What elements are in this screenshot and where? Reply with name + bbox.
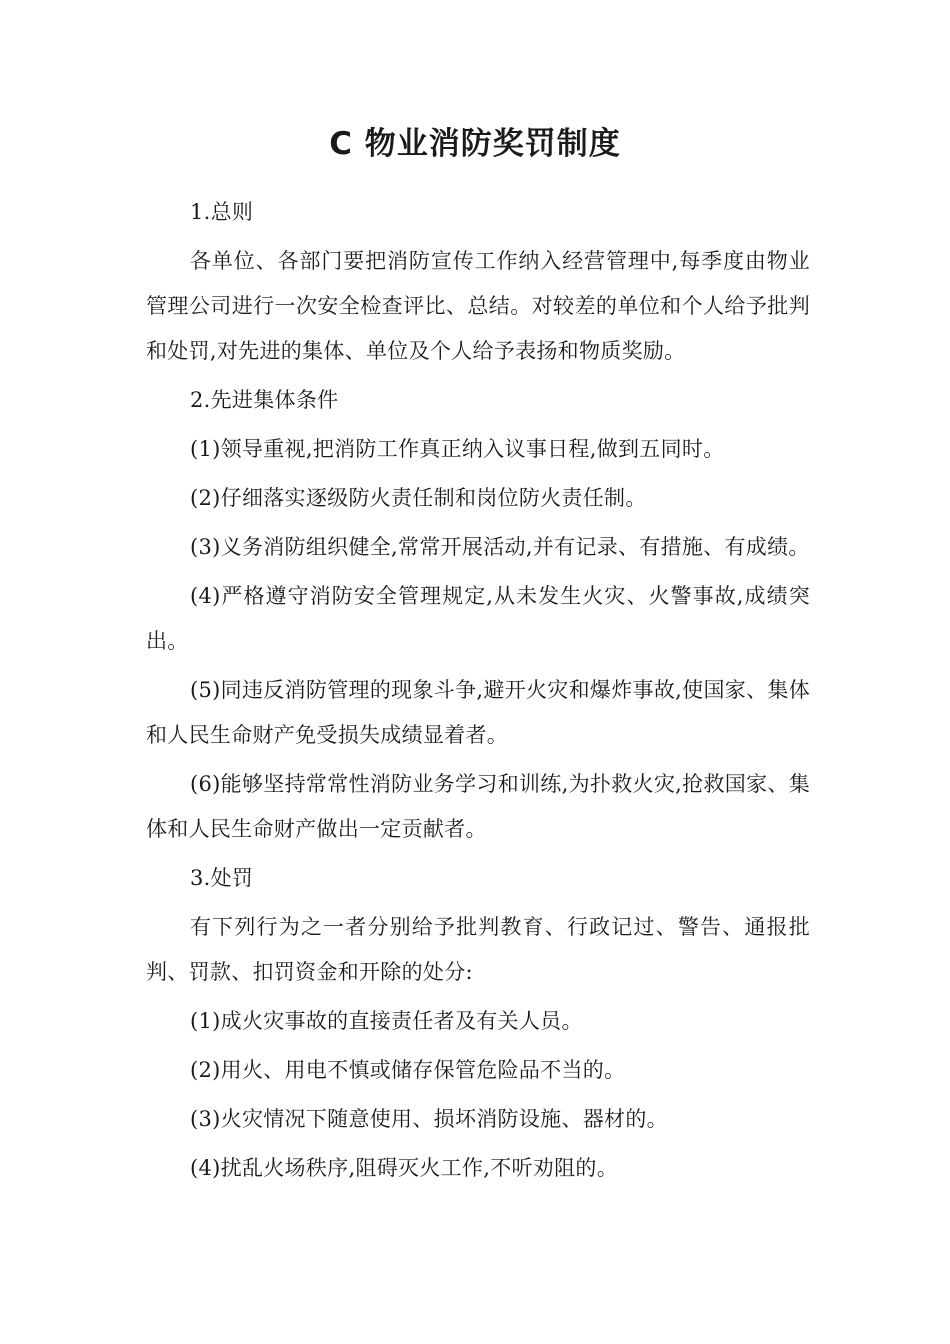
list-item: (4)扰乱火场秩序,阻碍灭火工作,不听劝阻的。 xyxy=(190,1156,618,1180)
paragraph-penalties: 有下列行为之一者分别给予批判教育、行政记过、警告、通报批判、罚款、扣罚资金和开除的处分: xyxy=(146,915,810,984)
section-heading-penalties: 3.处罚 xyxy=(190,866,254,890)
list-item: (5)同违反消防管理的现象斗争,避开火灾和爆炸事故,使国家、集体和人民生命财产免受损失成绩显着者。 xyxy=(146,678,810,747)
list-item: (3)火灾情况下随意使用、损坏消防设施、器材的。 xyxy=(190,1107,668,1131)
list-item: (4)严格遵守消防安全管理规定,从未发生火灾、火警事故,成绩突出。 xyxy=(146,584,810,653)
section-heading-general: 1.总则 xyxy=(190,200,254,224)
list-item: (2)仔细落实逐级防火责任制和岗位防火责任制。 xyxy=(190,486,647,510)
paragraph-general: 各单位、各部门要把消防宣传工作纳入经营管理中,每季度由物业管理公司进行一次安全检查评比、总结。对较差的单位和个人给予批判和处罚,对先进的集体、单位及个人给予表扬和物质奖励。 xyxy=(146,249,810,363)
section-heading-advanced-conditions: 2.先进集体条件 xyxy=(190,388,339,412)
list-item: (1)领导重视,把消防工作真正纳入议事日程,做到五同时。 xyxy=(190,437,725,461)
list-item: (2)用火、用电不慎或储存保管危险品不当的。 xyxy=(190,1058,626,1082)
list-item: (6)能够坚持常常性消防业务学习和训练,为扑救火灾,抢救国家、集体和人民生命财产做出一定贡献者。 xyxy=(146,772,810,841)
list-item: (3)义务消防组织健全,常常开展活动,并有记录、有措施、有成绩。 xyxy=(190,535,810,559)
list-item: (1)成火灾事故的直接责任者及有关人员。 xyxy=(190,1009,583,1033)
document-body xyxy=(146,190,810,1195)
document-title: C 物业消防奖罚制度 xyxy=(329,126,621,162)
